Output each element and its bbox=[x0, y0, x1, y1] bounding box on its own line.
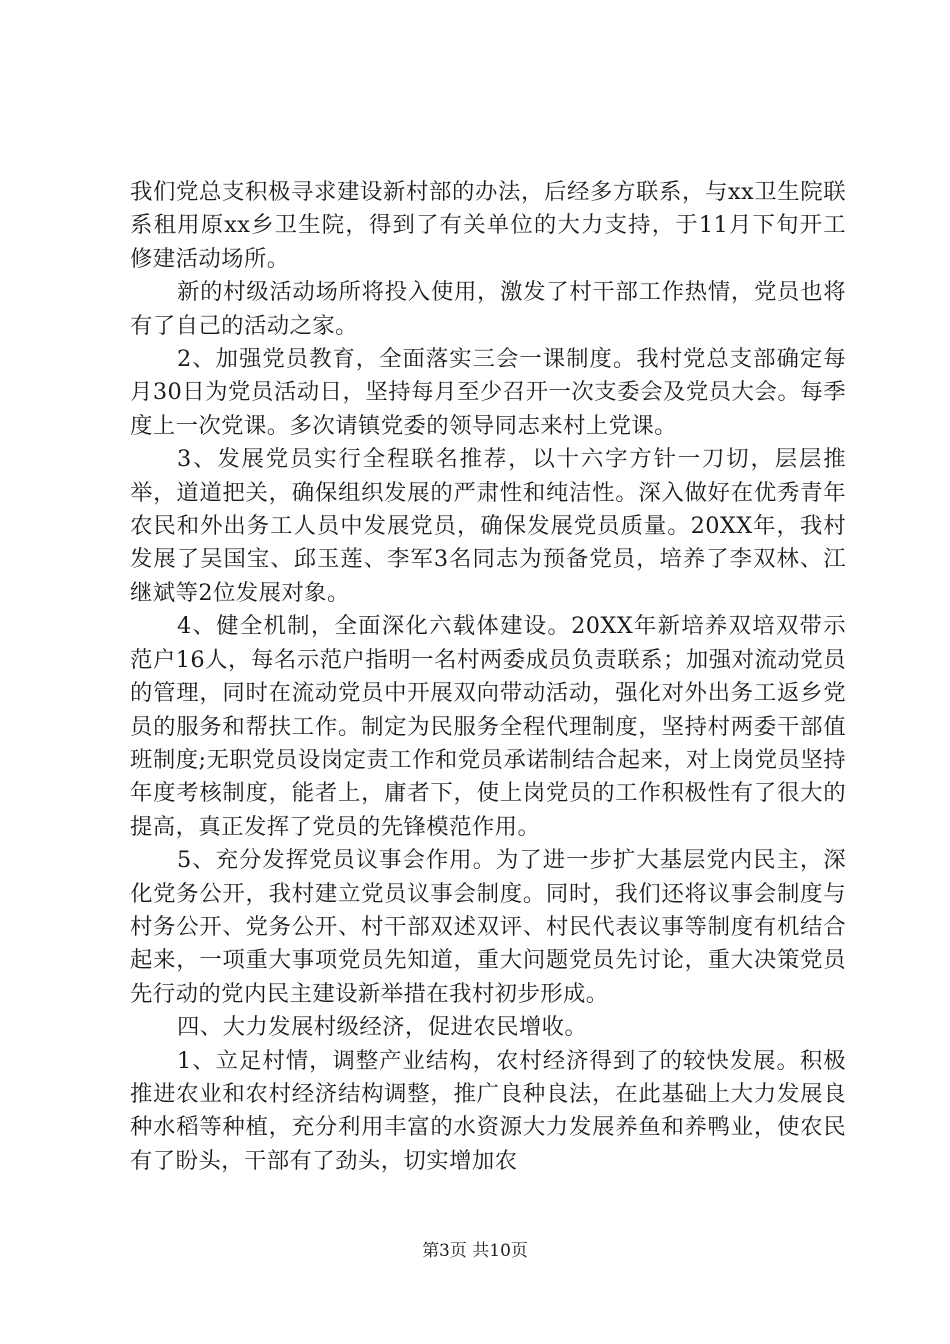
paragraph-industry-structure: 1、立足村情，调整产业结构，农村经济得到了的较快发展。积极推进农业和农村经济结构调整，推广良种良法，在此基础上大力发展良种水稻等种植，充分利用丰富的水资源大力发展养鱼和养鸭业，使农民有了盼头，干部有了劲头，切实增加农 bbox=[130, 1047, 846, 1174]
paragraph-council: 5、充分发挥党员议事会作用。为了进一步扩大基层党内民主，深化党务公开，我村建立党员议事会制度。同时，我们还将议事会制度与村务公开、党务公开、村干部双述双评、村民代表议事等制度有机结合起来，一项重大事项党员先知道，重大问题党员先讨论，重大决策党员先行动的党内民主建设新举措在我村初步形成。 bbox=[130, 847, 846, 1007]
paragraph-activity-venue: 新的村级活动场所将投入使用，激发了村干部工作热情，党员也将有了自己的活动之家。 bbox=[130, 279, 846, 339]
paragraph-mechanism: 4、健全机制，全面深化六载体建设。20XX年新培养双培双带示范户16人，每名示范户指明一名村两委成员负责联系；加强对流动党员的管理，同时在流动党员中开展双向带动活动，强化对外出务工返乡党员的服务和帮扶工作。制定为民服务全程代理制度，坚持村两委干部值班制度;无职党员设岗定责工作和党员承诺制结合起来，对上岗党员坚持年度考核制度，能者上，庸者下，使上岗党员的工作积极性有了很大的提高，真正发挥了党员的先锋模范作用。 bbox=[130, 613, 846, 840]
paragraph-party-education: 2、加强党员教育，全面落实三会一课制度。我村党总支部确定每月30日为党员活动日，坚持每月至少召开一次支委会及党员大会。每季度上一次党课。多次请镇党委的领导同志来村上党课。 bbox=[130, 346, 846, 439]
section-heading-economy: 四、大力发展村级经济，促进农民增收。 bbox=[177, 1014, 588, 1041]
paragraph-continuation: 我们党总支积极寻求建设新村部的办法，后经多方联系，与xx卫生院联系租用原xx乡卫生院，得到了有关单位的大力支持，于11月下旬开工修建活动场所。 bbox=[130, 179, 846, 272]
document-body bbox=[130, 176, 846, 1178]
paragraph-member-development: 3、发展党员实行全程联名推荐，以十六字方针一刀切，层层推举，道道把关，确保组织发展的严肃性和纯洁性。深入做好在优秀青年农民和外出务工人员中发展党员，确保发展党员质量。20XX年，我村发展了吴国宝、邱玉莲、李军3名同志为预备党员，培养了李双林、江继斌等2位发展对象。 bbox=[130, 446, 846, 606]
page-number-footer: 第3页 共10页 bbox=[422, 1241, 528, 1261]
